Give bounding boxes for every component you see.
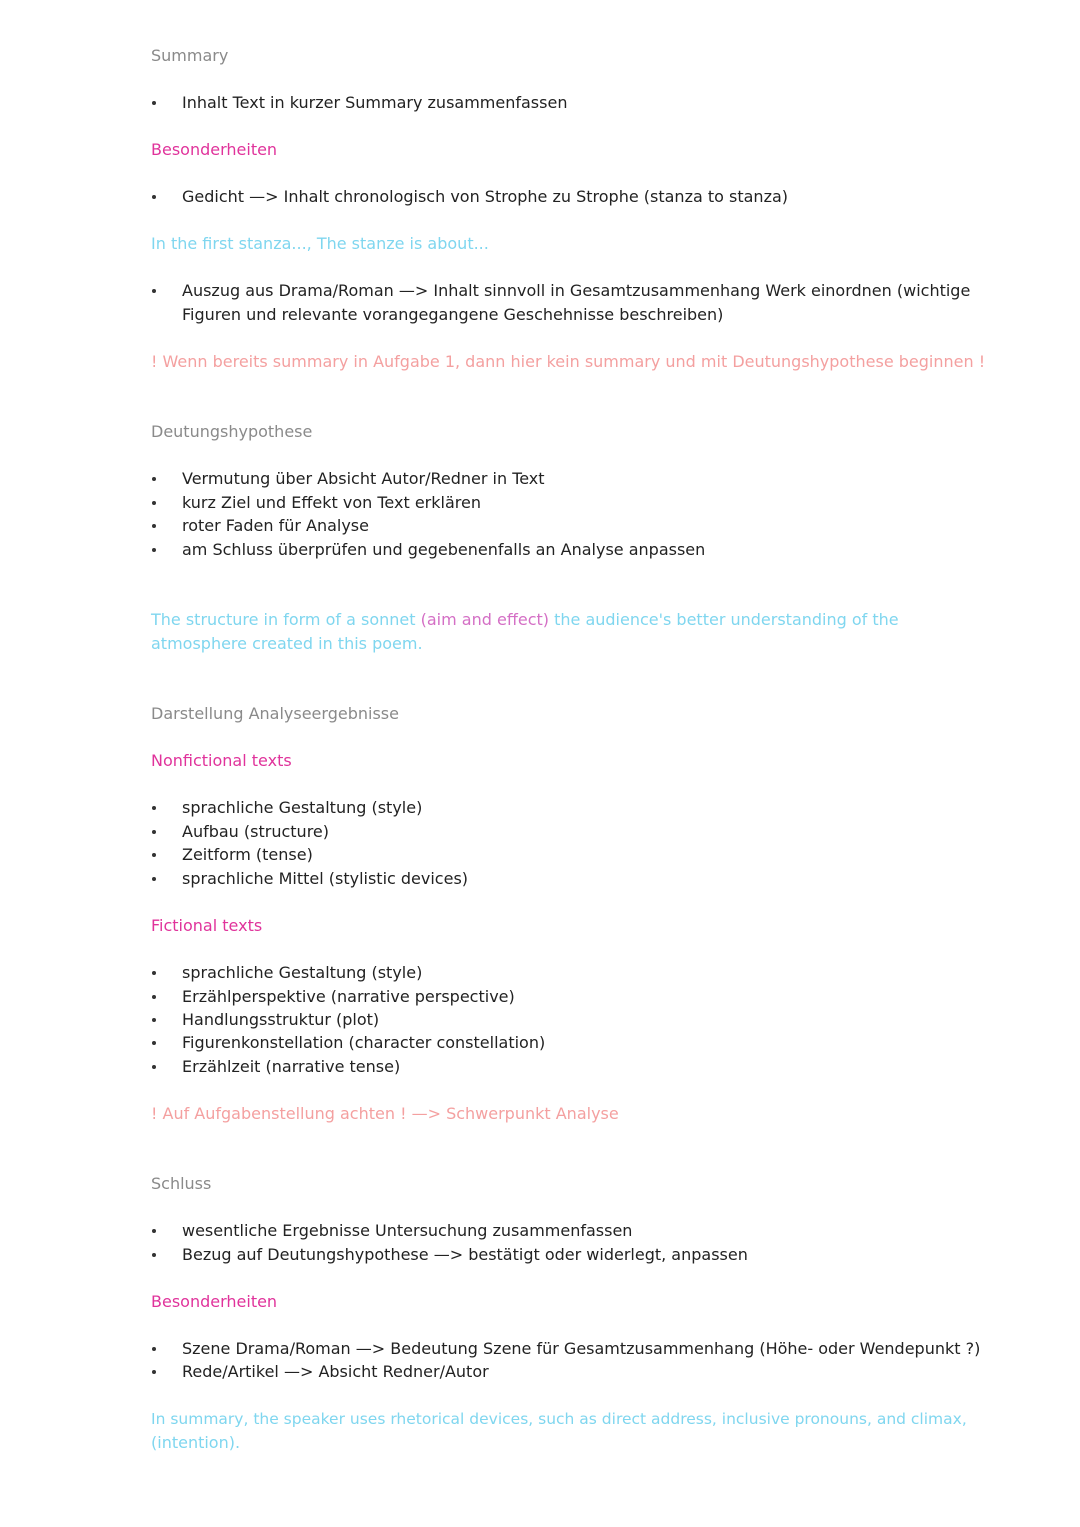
subheading-besonderheiten: Besonderheiten bbox=[151, 140, 278, 159]
example-sentence: In summary, the speaker uses rhetorical devices, such as direct address, inclusive pronouns, and climax, bbox=[151, 1410, 967, 1428]
subheading-besonderheiten: Besonderheiten bbox=[151, 1292, 278, 1311]
example-sentence: In the first stanza..., The stanze is about... bbox=[151, 234, 489, 253]
note-warning: ! Wenn bereits summary in Aufgabe 1, dann hier kein summary und mit Deutungshypothese beginnen ! bbox=[151, 352, 986, 371]
notes-page: Summary Inhalt Text in kurzer Summary zusammenfassen Besonderheiten Gedicht —> Inhalt chronologisch von Strophe zu Strophe (stanza to stanza) In the first stanza..., The stanze is about... Auszug aus Drama/Roman —> Inhalt sinnvoll in Gesamtzusammenhang Werk einordnen (wichtige Figuren und relevante vorangegangene Geschehnisse beschreiben) ! Wenn bereits summary in Aufgabe 1, dann hier kein summary und mit Deutungshypothese beginnen ! Deutungshypothese Vermutung über Absicht Autor/Redner in Text kurz Ziel und Effekt von Text erklären roter Faden für Analyse am Schluss überprüfen und gegebenenfalls an Analyse anpassen The structure in form of a sonnet (aim and effect) the audience's better understanding of the atmosphere created in this poem. Darstellung Analyseergebnisse Nonfictional texts sprachliche Gestaltung (style) Aufbau (structure) Zeitform (tense) sprachliche Mittel (stylistic devices) Fictional texts sprachliche Gestaltung (style) Erzählperspektive (narrative perspective) Handlungsstruktur (plot) Figurenkonstellation (character constellation) Erzählzeit (narrative tense) ! Auf Aufgabenstellung achten ! —> Schwerpunkt Analyse Schluss wesentliche Ergebnisse Untersuchung zusammenfassen Bezug auf Deutungshypothese —> bestätigt oder widerlegt, anpassen Besonderheiten Szene Drama/Roman —> Bedeutung Szene für Gesamtzusammenhang (Höhe- oder Wendepunkt ?) Rede/Artikel —> Absicht Redner/Autor In summary, the speaker uses rhetorical devices, such as direct address, inclusive pronouns, and climax, (intention). bbox=[0, 0, 1080, 1527]
section-heading-deutungshypothese: Deutungshypothese bbox=[151, 422, 313, 441]
section-heading-analyse: Darstellung Analyseergebnisse bbox=[151, 704, 399, 723]
example-sentence-cont: (intention). bbox=[151, 1433, 241, 1452]
section-heading-summary: Summary bbox=[151, 46, 229, 65]
example-sentence bbox=[151, 608, 899, 632]
example-part: The structure in form of a sonnet bbox=[151, 610, 416, 629]
subheading-nonfictional: Nonfictional texts bbox=[151, 751, 292, 770]
example-highlight: (aim and effect) bbox=[420, 610, 549, 629]
subheading-fictional: Fictional texts bbox=[151, 916, 263, 935]
example-sentence-cont: atmosphere created in this poem. bbox=[151, 634, 423, 653]
example-part: the audience's better understanding of the bbox=[554, 610, 899, 629]
note-warning: ! Auf Aufgabenstellung achten ! —> Schwerpunkt Analyse bbox=[151, 1104, 619, 1123]
section-heading-schluss: Schluss bbox=[151, 1174, 212, 1193]
